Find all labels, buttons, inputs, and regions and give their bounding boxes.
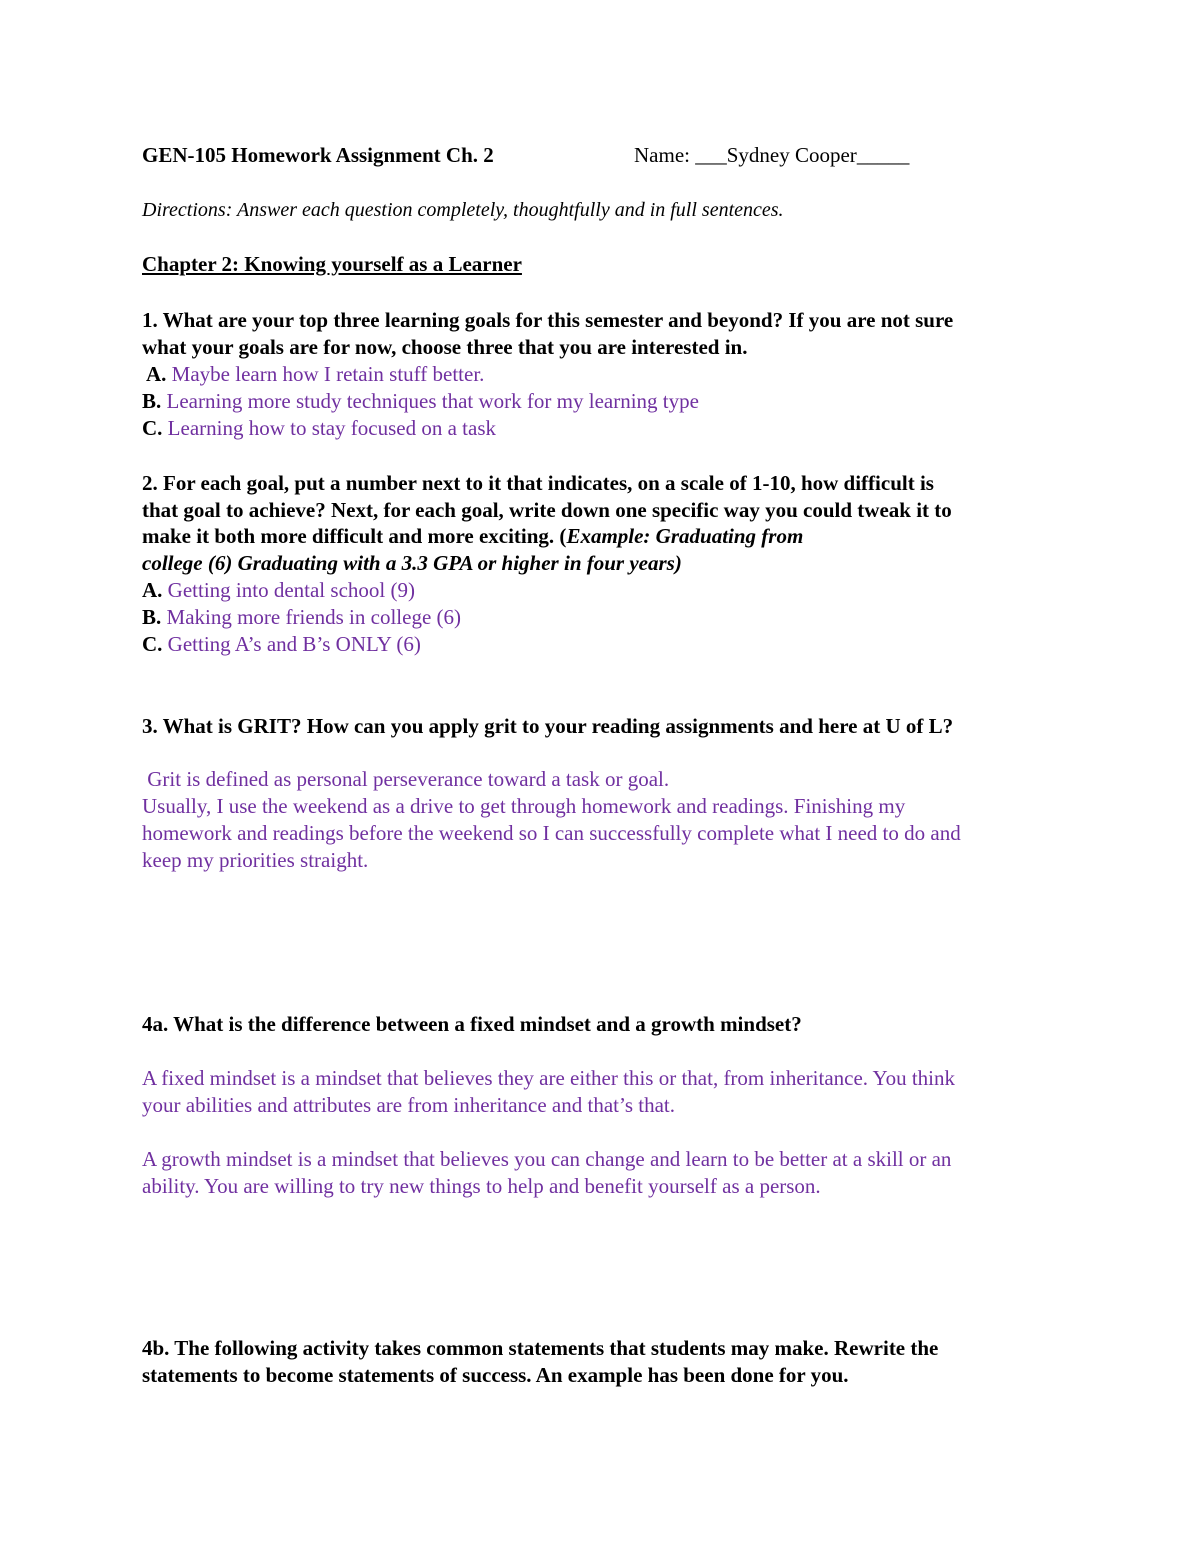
name-blank-suffix: _____ xyxy=(856,143,910,167)
q2-line-3-text: make it both more difficult and more exciting. ( xyxy=(142,524,567,548)
q1-line-1: 1. What are your top three learning goals for this semester and beyond? If you are not sure xyxy=(142,308,954,332)
q1-answer-c-label: C. xyxy=(142,416,163,440)
q4b-line-1: 4b. The following activity takes common statements that students may make. Rewrite the xyxy=(142,1336,939,1360)
q2-answer-a xyxy=(142,577,415,604)
q4a-question: 4a. What is the difference between a fixed mindset and a growth mindset? xyxy=(142,1012,802,1036)
q1-answer-c xyxy=(142,415,496,442)
q2-example-start: Example: Graduating from xyxy=(566,524,804,548)
name-label: Name: xyxy=(634,143,696,167)
q1-answer-a-text: Maybe learn how I retain stuff better. xyxy=(171,362,485,386)
q3-answer-line-4: keep my priorities straight. xyxy=(142,848,369,872)
q2-line-1: 2. For each goal, put a number next to it that indicates, on a scale of 1-10, how difficult is xyxy=(142,471,934,495)
q2-answer-a-label: A. xyxy=(142,578,163,602)
q2-answer-c xyxy=(142,631,421,658)
q4a-growth-line-1: A growth mindset is a mindset that believes you can change and learn to be better at a skill or an xyxy=(142,1147,952,1171)
q2-answer-b xyxy=(142,604,461,631)
q1-answer-b xyxy=(142,388,699,415)
q3-answer-line-1: Grit is defined as personal perseverance toward a task or goal. xyxy=(142,767,670,791)
q2-line-3 xyxy=(142,523,803,550)
q4a-fixed-line-1: A fixed mindset is a mindset that believes they are either this or that, from inheritance. You think xyxy=(142,1066,955,1090)
q2-answer-b-label: B. xyxy=(142,605,162,629)
q2-answer-c-text: Getting A’s and B’s ONLY (6) xyxy=(167,632,421,656)
student-name: Sydney Cooper xyxy=(726,143,857,167)
q2-line-2: that goal to achieve? Next, for each goal, write down one specific way you could tweak it to xyxy=(142,498,952,522)
student-name-line xyxy=(634,143,909,168)
q3-answer-line-2: Usually, I use the weekend as a drive to get through homework and readings. Finishing my xyxy=(142,794,906,818)
q3-question: 3. What is GRIT? How can you apply grit to your reading assignments and here at U of L? xyxy=(142,714,954,738)
q1-answer-b-text: Learning more study techniques that work for my learning type xyxy=(166,389,699,413)
q2-answer-b-text: Making more friends in college (6) xyxy=(166,605,462,629)
q2-answer-c-label: C. xyxy=(142,632,163,656)
directions: Directions: Answer each question completely, thoughtfully and in full sentences. xyxy=(142,199,784,221)
q1-answer-a-label: A. xyxy=(146,362,167,386)
q1-answer-a xyxy=(146,361,484,388)
q4b-line-2: statements to become statements of success. An example has been done for you. xyxy=(142,1363,849,1387)
q3-answer-line-3: homework and readings before the weekend so I can successfully complete what I need to do and xyxy=(142,821,961,845)
q2-answer-a-text: Getting into dental school (9) xyxy=(167,578,415,602)
q1-answer-c-text: Learning how to stay focused on a task xyxy=(167,416,497,440)
q1-answer-b-label: B. xyxy=(142,389,162,413)
assignment-title: GEN-105 Homework Assignment Ch. 2 xyxy=(142,143,494,167)
q4a-fixed-line-2: your abilities and attributes are from inheritance and that’s that. xyxy=(142,1093,675,1117)
q4a-growth-line-2: ability. You are willing to try new things to help and benefit yourself as a person. xyxy=(142,1174,821,1198)
name-blank-prefix: ___ xyxy=(695,143,727,167)
q2-example-end: college (6) Graduating with a 3.3 GPA or higher in four years) xyxy=(142,551,682,575)
chapter-title: Chapter 2: Knowing yourself as a Learner xyxy=(142,252,522,276)
q1-line-2: what your goals are for now, choose three that you are interested in. xyxy=(142,335,748,359)
